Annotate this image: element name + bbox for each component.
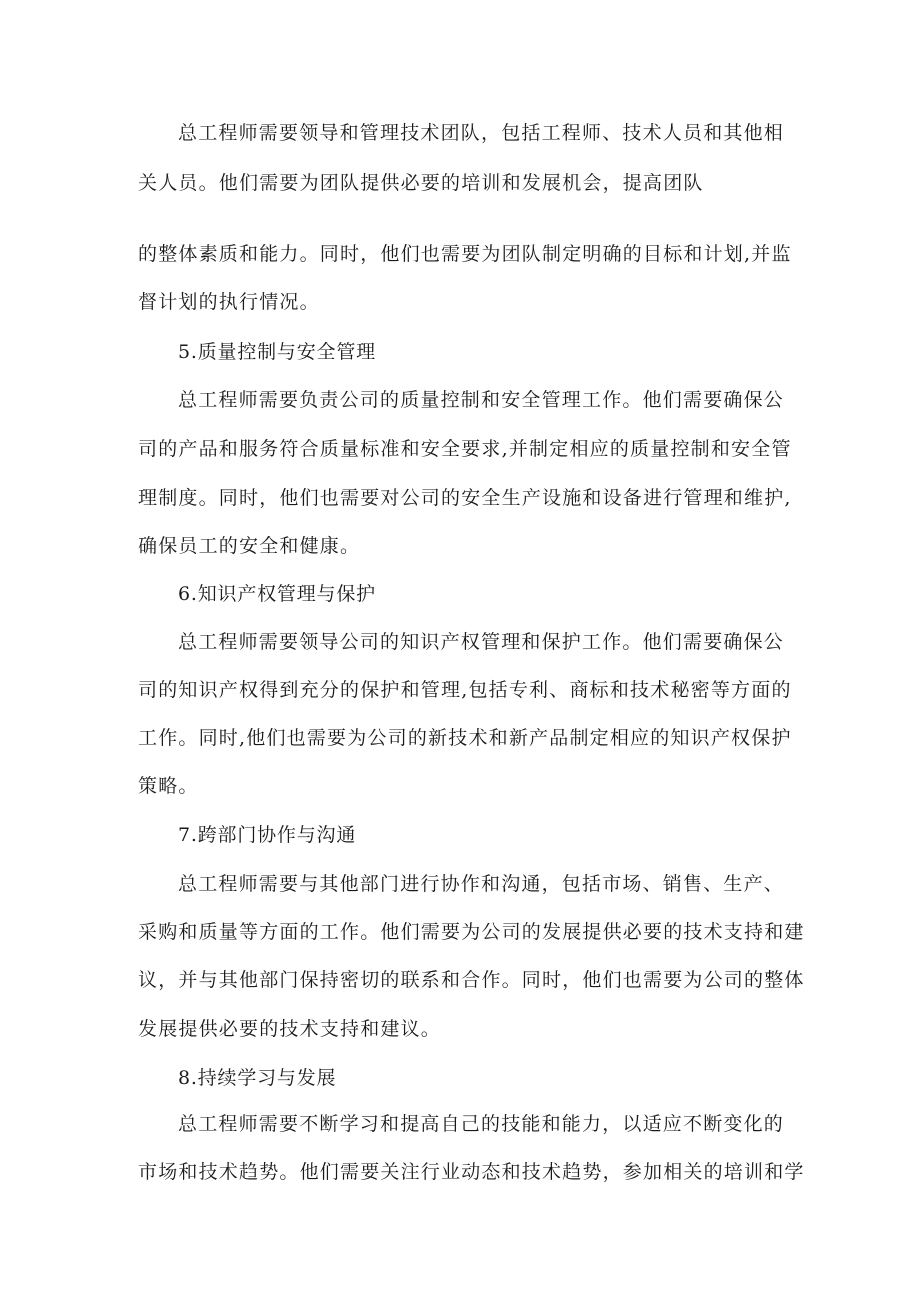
section-heading: 7.跨部门协作与沟通 (178, 824, 357, 846)
paragraph-line: 总工程师需要负责公司的质量控制和安全管理工作。他们需要确保公 (178, 389, 785, 411)
paragraph-line: 司的产品和服务符合质量标准和安全要求,并制定相应的质量控制和安全管 (138, 438, 792, 460)
paragraph-line: 确保员工的安全和健康。 (138, 535, 361, 557)
paragraph-line: 总工程师需要与其他部门进行协作和沟通，包括市场、销售、生产、 (178, 873, 785, 895)
paragraph-line: 发展提供必要的技术支持和建议。 (138, 1018, 442, 1040)
paragraph-line: 工作。同时,他们也需要为公司的新技术和新产品制定相应的知识产权保护 (138, 727, 792, 749)
paragraph-line: 采购和质量等方面的工作。他们需要为公司的发展提供必要的技术支持和建 (138, 921, 805, 943)
paragraph-line: 总工程师需要领导和管理技术团队，包括工程师、技术人员和其他相 (178, 122, 785, 144)
paragraph-line: 的整体素质和能力。同时，他们也需要为团队制定明确的目标和计划,并监 (138, 243, 792, 265)
section-heading: 6.知识产权管理与保护 (178, 583, 376, 605)
paragraph-line: 议，并与其他部门保持密切的联系和合作。同时，他们也需要为公司的整体 (138, 969, 805, 991)
paragraph-line: 关人员。他们需要为团队提供必要的培训和发展机会，提高团队 (138, 172, 704, 194)
section-heading: 5.质量控制与安全管理 (178, 341, 376, 363)
paragraph-line: 理制度。同时，他们也需要对公司的安全生产设施和设备进行管理和维护, (138, 487, 792, 509)
paragraph-line: 总工程师需要不断学习和提高自己的技能和能力，以适应不断变化的 (178, 1113, 785, 1135)
paragraph-line: 策略。 (138, 775, 199, 797)
section-heading: 8.持续学习与发展 (178, 1067, 337, 1089)
paragraph-line: 司的知识产权得到充分的保护和管理,包括专利、商标和技术秘密等方面的 (138, 679, 792, 701)
paragraph-line: 督计划的执行情况。 (138, 291, 320, 313)
paragraph-line: 总工程师需要领导公司的知识产权管理和保护工作。他们需要确保公 (178, 631, 785, 653)
paragraph-line: 市场和技术趋势。他们需要关注行业动态和技术趋势，参加相关的培训和学 (138, 1161, 805, 1183)
